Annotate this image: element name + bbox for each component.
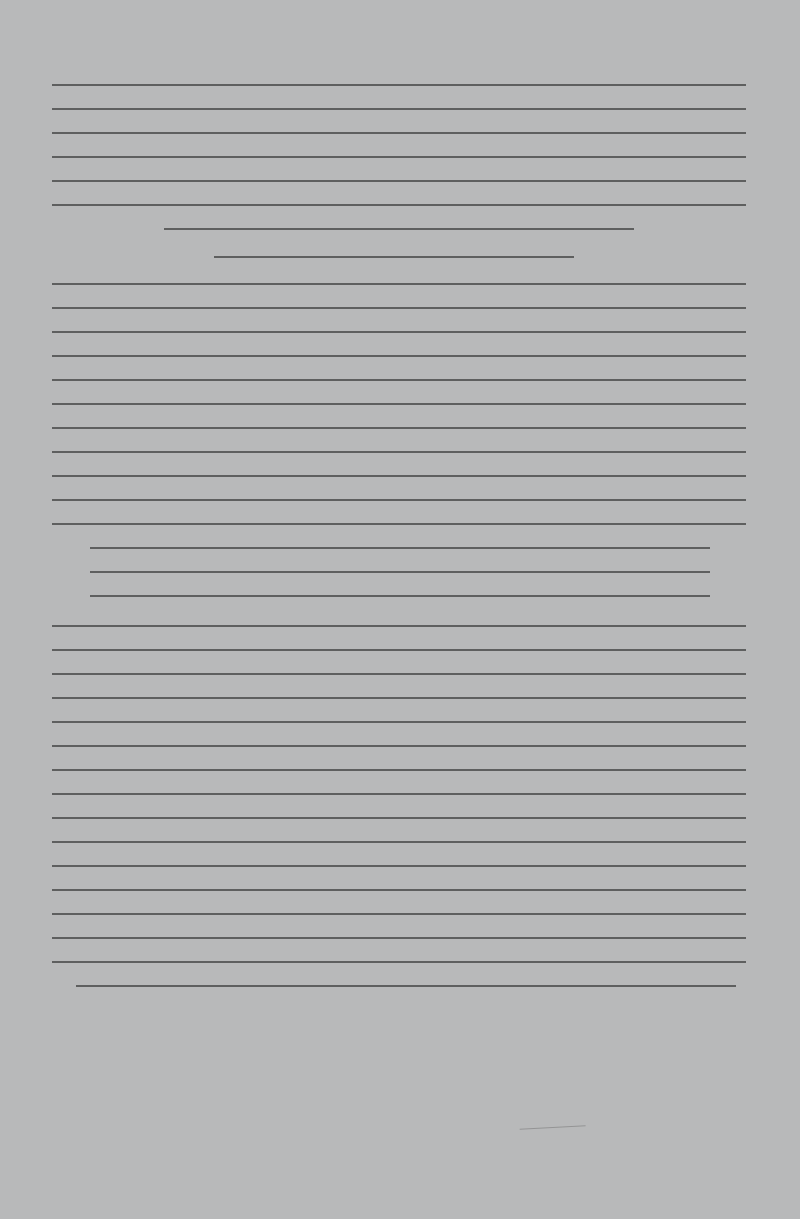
margin-note: [12, 548, 30, 566]
text-line: [90, 595, 710, 597]
text-line: [76, 985, 736, 987]
text-line: [52, 793, 746, 795]
text-line: [52, 499, 746, 501]
text-line: [52, 204, 746, 206]
text-line: [52, 355, 746, 357]
text-line: [52, 913, 746, 915]
text-line: [52, 84, 746, 86]
text-line: [52, 379, 746, 381]
running-head: [0, 44, 800, 68]
running-title: [244, 44, 434, 66]
text-line: [52, 721, 746, 723]
text-line: [52, 427, 746, 429]
text-line: [52, 307, 746, 309]
text-line: [52, 108, 746, 110]
text-line: [52, 475, 746, 477]
text-line: [52, 403, 746, 405]
faint-handwritten-mark: [520, 1125, 587, 1143]
text-line: [52, 132, 746, 134]
greek-text-block: [52, 78, 746, 1008]
section-heading-line: [214, 256, 574, 258]
text-line: [52, 961, 746, 963]
signature-mark: [528, 1047, 548, 1065]
margin-note: [12, 289, 30, 307]
text-line: [52, 283, 746, 285]
text-line: [52, 697, 746, 699]
text-line: [52, 649, 746, 651]
text-line: [52, 451, 746, 453]
text-line: [90, 571, 710, 573]
text-line: [52, 841, 746, 843]
text-line: [90, 547, 710, 549]
margin-note: [12, 947, 30, 965]
text-line: [52, 331, 746, 333]
text-line: [52, 769, 746, 771]
text-line: [52, 156, 746, 158]
text-line: [52, 745, 746, 747]
text-line: [52, 817, 746, 819]
text-line: [52, 523, 746, 525]
text-line: [164, 228, 634, 230]
text-line: [52, 937, 746, 939]
text-line: [52, 673, 746, 675]
margin-note: [12, 761, 30, 779]
text-line: [52, 625, 746, 627]
text-line: [52, 865, 746, 867]
text-line: [52, 180, 746, 182]
page-number: [522, 44, 568, 66]
text-line: [52, 889, 746, 891]
